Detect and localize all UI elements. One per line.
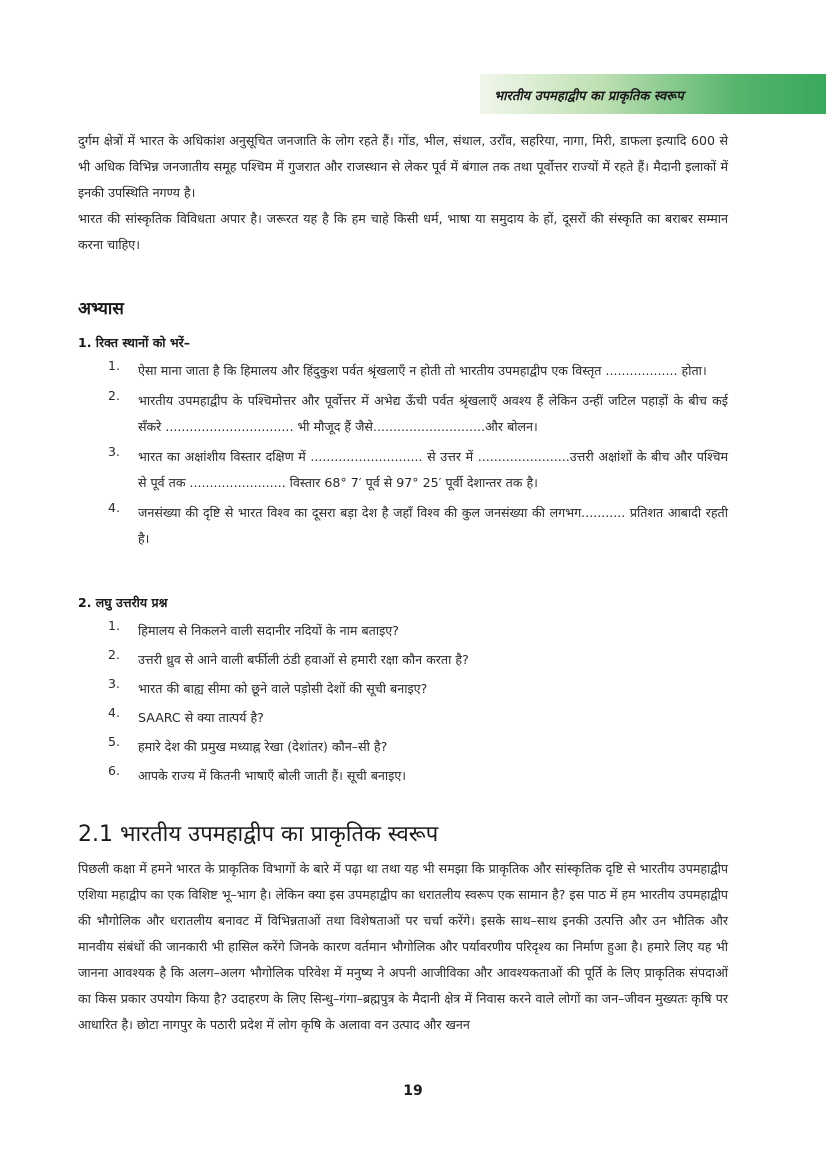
exercise-heading: अभ्यास [78,299,124,319]
short-answer-list [0,618,826,789]
running-header-title: भारतीय उपमहाद्वीप का प्राकृतिक स्वरूप [494,89,684,104]
list-item [0,444,826,496]
intro-paragraph-1: दुर्गम क्षेत्रों में भारत के अधिकांश अनुसूचित जनजाति के लोग रहते हैं। गोंड, भील, संथाल, उराँव, सहरिया, नागा, मिरी, डाफला इत्यादि 600 से भी अधिक विभिन्न जनजातीय समूह पश्चिम में गुजरात और राजस्थान से लेकर पूर्व में बंगाल तक तथा पूर्वोत्तर राज्यों में रहते हैं। मैदानी इलाकों में इनकी उपस्थिति नगण्य है। [78,133,728,200]
item-text: जनसंख्या की दृष्टि से भारत विश्व का दूसरा बड़ा देश है जहाँ विश्व की कुल जनसंख्या की लगभग........... प्रतिशत आबादी रहती है। [138,505,728,546]
item-number: 1. [108,618,120,633]
item-text: SAARC से क्या तात्पर्य है? [138,710,264,725]
item-text: हमारे देश की प्रमुख मध्याह्न रेखा (देशांतर) कौन–सी है? [138,739,388,754]
list-item [0,500,826,552]
list-item [0,676,826,702]
item-text: हिमालय से निकलने वाली सदानीर नदियों के नाम बताइए? [138,623,399,638]
section-heading: 2.1 भारतीय उपमहाद्वीप का प्राकृतिक स्वरूप [78,822,439,847]
item-text: भारत की बाह्य सीमा को छूने वाले पड़ोसी देशों की सूची बनाइए? [138,681,428,696]
question-1-heading: 1. रिक्त स्थानों को भरें– [78,335,191,350]
item-text: भारत का अक्षांशीय विस्तार दक्षिण में ............................ से उत्तर में .......................उत्तरी अक्षांशों के बीच और पश्चिम से पूर्व तक ........................ विस्तार 68° 7′ पूर्व से 97° 25′ पूर्वी देशान्तर तक है। [138,449,728,490]
item-number: 5. [108,734,120,749]
page-number: 19 [403,1083,423,1099]
item-text: उत्तरी ध्रुव से आने वाली बर्फीली ठंडी हवाओं से हमारी रक्षा कौन करता है? [138,652,469,667]
list-item [0,358,826,384]
item-number: 6. [108,763,120,778]
item-number: 4. [108,500,120,515]
intro-paragraph-2: भारत की सांस्कृतिक विविधता अपार है। जरूरत यह है कि हम चाहे किसी धर्म, भाषा या समुदाय के हों, दूसरों की संस्कृति का बराबर सम्मान करना चाहिए। [78,211,728,252]
item-number: 2. [108,388,120,403]
item-number: 2. [108,647,120,662]
item-number: 3. [108,676,120,691]
list-item [0,705,826,731]
section-body-paragraph: पिछली कक्षा में हमने भारत के प्राकृतिक विभागों के बारे में पढ़ा था तथा यह भी समझा कि प्राकृतिक और सांस्कृतिक दृष्टि से भारतीय उपमहाद्वीप एशिया महाद्वीप का एक विशिष्ट भू–भाग है। लेकिन क्या इस उपमहाद्वीप का धरातलीय स्वरूप एक सामान है? इस पाठ में हम भारतीय उपमहाद्वीप की भौगोलिक और धरातलीय बनावट में विभिन्नताओं तथा विशेषताओं पर चर्चा करेंगे। इसके साथ–साथ इनकी उत्पत्ति और उन भौतिक और मानवीय संबंधों की जानकारी भी हासिल करेंगे जिनके कारण वर्तमान भौगोलिक और पर्यावरणीय परिदृश्य का निर्माण हुआ है। हमारे लिए यह भी जानना आवश्यक है कि अलग–अलग भौगोलिक परिवेश में मनुष्य ने अपनी आजीविका और आवश्यकताओं की पूर्ति के लिए प्राकृतिक संपदाओं का किस प्रकार उपयोग किया है? उदाहरण के लिए सिन्धु–गंगा–ब्रह्मपुत्र के मैदानी क्षेत्र में निवास करने वाले लोगों का जन–जीवन मुख्यतः कृषि पर आधारित है। छोटा नागपुर के पठारी प्रदेश में लोग कृषि के अलावा वन उत्पाद और खनन [78,861,728,1032]
list-item [0,734,826,760]
list-item [0,763,826,789]
item-text: ऐसा माना जाता है कि हिमालय और हिंदुकुश पर्वत श्रृंखलाएँ न होती तो भारतीय उपमहाद्वीप एक विस्तृत .................. होता। [138,363,707,378]
item-text: आपके राज्य में कितनी भाषाएँ बोली जाती हैं। सूची बनाइए। [138,768,407,783]
list-item [0,647,826,673]
fill-blanks-list [0,358,826,552]
question-2-heading: 2. लघु उत्तरीय प्रश्न [78,595,168,610]
item-number: 1. [108,358,120,373]
item-number: 4. [108,705,120,720]
list-item [0,618,826,644]
item-text: भारतीय उपमहाद्वीप के पश्चिमोत्तर और पूर्वोत्तर में अभेद्य ऊँची पर्वत श्रृंखलाएँ अवश्य हैं लेकिन उन्हीं जटिल पहाड़ों के बीच कई सँकरे ................................ भी मौजूद हैं जैसे............................और बोलन। [138,393,728,434]
list-item [0,388,826,440]
item-number: 3. [108,444,120,459]
